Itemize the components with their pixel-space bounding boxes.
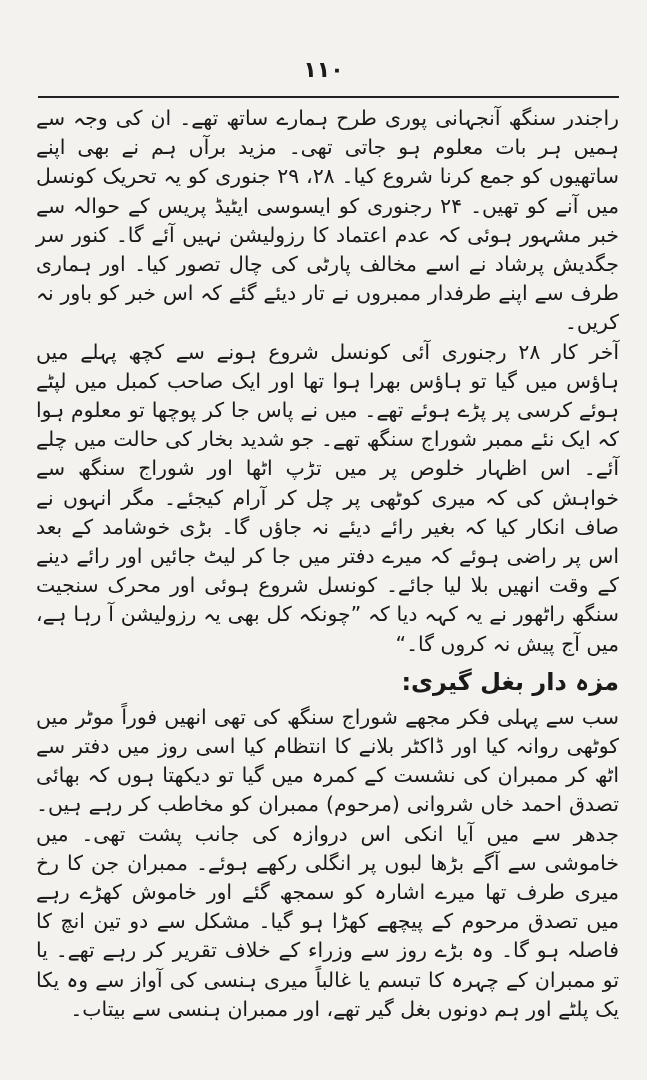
paragraph-1: راجندر سنگھ آنجہانی پوری طرح ہمارے ساتھ تھے۔ ان کی وجہ سے ہمیں ہر بات معلوم ہو جاتی تھی۔ مزید برآں ہم نے بھی اپنے ساتھیوں کو جمع کرنا شروع کیا۔ ۲۸، ۲۹ جنوری کو یہ تحریک کونسل میں آنے کو تھیں۔ ۲۴ رجنوری کو ایسوسی ایٹیڈ پریس کے حوالہ سے خبر مشہور ہوئی کہ عدم اعتماد کا رزولیشن نہیں آئے گا۔ کنور سر جگدیش پرشاد نے اسے مخالف پارٹی کی چال تصور کیا۔ اور ہماری طرف سے اپنے طرفدار ممبروں نے تار دیئے گئے کہ اس خبر کو باور نہ کریں۔ (36, 106, 619, 335)
page-number: ١١٠ (303, 58, 344, 83)
page-body (36, 104, 619, 1024)
header-rule (38, 96, 619, 98)
section-heading: مزہ دار بغل گیری: (401, 667, 619, 696)
paragraph-2: آخر کار ۲۸ رجنوری آئی کونسل شروع ہونے سے کچھ پہلے میں ہاؤس میں گیا تو ہاؤس بھرا ہوا تھا اور ایک صاحب کمبل میں لپٹے ہوئے کرسی پر پڑے ہوئے تھے۔ میں نے پاس جا کر پوچھا تو معلوم ہوا کہ ایک نئے ممبر شوراج سنگھ تھے۔ جو شدید بخار کی حالت میں چلے آئے۔ اس اظہار خلوص پر میں تڑپ اٹھا اور شوراج سنگھ سے خواہش کی کہ میری کوٹھی پر چل کر آرام کیجئے۔ مگر انہوں نے صاف انکار کیا کہ بغیر رائے دیئے نہ جاؤں گا۔ بڑی خوشامد کے بعد اس پر راضی ہوئے کہ میرے دفتر میں جا کر لیٹ جائیں اور رائے دینے کے وقت انھیں بلا لیا جائے۔ کونسل شروع ہوئی اور محرک سنجیت سنگھ راٹھور نے یہ کہہ دیا کہ ”چونکہ کل بھی یہ رزولیشن آ رہا ہے، میں آج پیش نہ کروں گا۔“ (36, 339, 619, 656)
paragraph-3: سب سے پہلی فکر مجھے شوراج سنگھ کی تھی انھیں فوراً موٹر میں کوٹھی روانہ کیا اور ڈاکٹر بلانے کا انتظام کیا اسی روز میں دفتر سے اٹھ کر ممبران کی نشست کے کمرہ میں گیا تو دیکھتا ہوں کہ بھائی تصدق احمد خاں شروانی (مرحوم) ممبران کو مخاطب کر رہے ہیں۔ جدھر سے میں آیا انکی اس دروازہ کی جانب پشت تھی۔ میں خاموشی سے آگے بڑھا لبوں پر انگلی رکھے ہوئے۔ ممبران جن کا رخ میری طرف تھا میرے اشارہ کو سمجھ گئے اور خاموش کھڑے رہے میں تصدق مرحوم کے پیچھے کھڑا ہو گیا۔ مشکل سے دو تین انچ کا فاصلہ ہو گا۔ وہ بڑے روز سے وزراء کے خلاف تقریر کر رہے تھے۔ یا تو ممبران کے چہرہ کا تبسم یا غالباً میری ہنسی کی آواز سے وہ یکا یک پلٹے اور ہم دونوں بغل گیر تھے، اور ممبران ہنسی سے بیتاب۔ (36, 704, 619, 1021)
